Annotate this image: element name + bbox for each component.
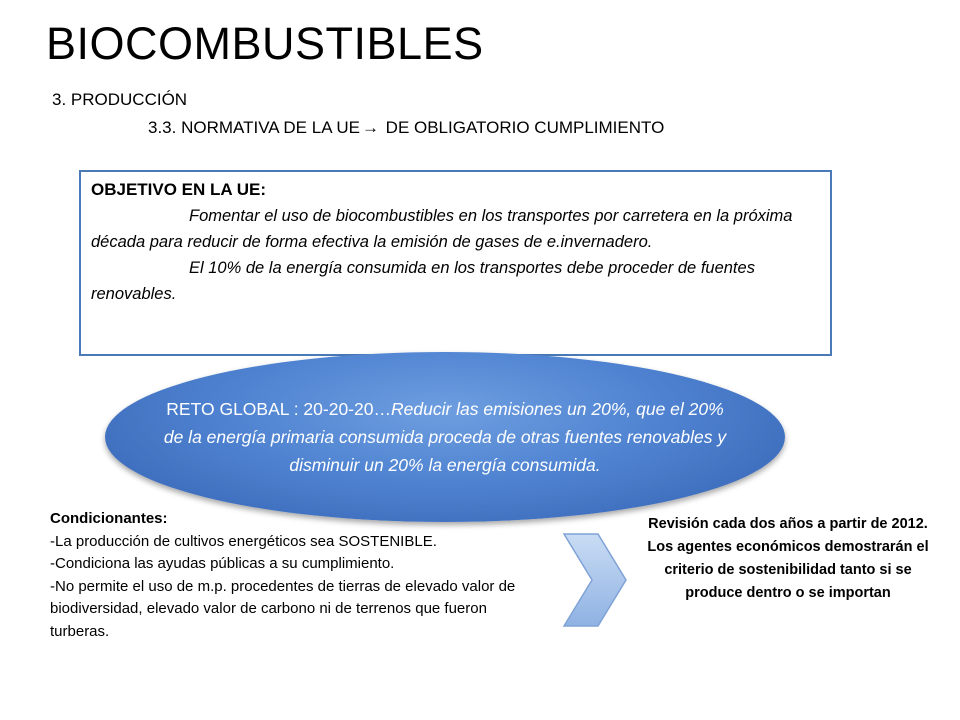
subsection-text-post: DE OBLIGATORIO CUMPLIMIENTO xyxy=(380,118,665,137)
condition-item: -Condiciona las ayudas públicas a su cumplimiento. xyxy=(50,555,395,572)
objective-box xyxy=(79,170,832,356)
condition-item: -No permite el uso de m.p. procedentes de tierras de elevado valor de biodiversidad, elevado valor de carbono ni de terrenos que fueron turberas. xyxy=(50,577,516,640)
reto-global-text xyxy=(155,395,735,479)
subsection-heading xyxy=(148,118,664,138)
review-line-1: Revisión cada dos años a partir de 2012. xyxy=(648,516,928,532)
review-line-2: Los agentes económicos demostrarán el criterio de sostenibilidad tanto si se produce dentro o se importan xyxy=(647,539,929,601)
objective-paragraph-1: Fomentar el uso de biocombustibles en los transportes por carretera en la próxima década para reducir de forma efectiva la emisión de gases de e.invernadero. xyxy=(91,207,793,251)
right-arrow-icon: → xyxy=(361,118,379,137)
objective-heading: OBJETIVO EN LA UE: xyxy=(91,180,267,199)
condition-item: -La producción de cultivos energéticos sea SOSTENIBLE. xyxy=(50,532,437,550)
review-block xyxy=(638,513,938,605)
reto-global-rest: Reducir las emisiones un 20%, que el 20% de la energía primaria consumida proceda de otras fuentes renovables y disminuir un 20% la energía consumida. xyxy=(163,399,727,475)
objective-paragraph-2: El 10% de la energía consumida en los transportes debe proceder de fuentes renovables. xyxy=(91,259,755,303)
reto-global-lead: RETO GLOBAL : 20-20-20… xyxy=(166,399,391,419)
page-title: BIOCOMBUSTIBLES xyxy=(46,18,484,69)
section-heading: 3. PRODUCCIÓN xyxy=(52,90,188,109)
chevron-right-icon xyxy=(560,530,630,630)
conditions-block xyxy=(50,508,550,643)
subsection-text-pre: 3.3. NORMATIVA DE LA UE xyxy=(148,118,360,137)
conditions-heading: Condicionantes: xyxy=(50,510,168,527)
reto-global-ellipse xyxy=(105,352,785,522)
